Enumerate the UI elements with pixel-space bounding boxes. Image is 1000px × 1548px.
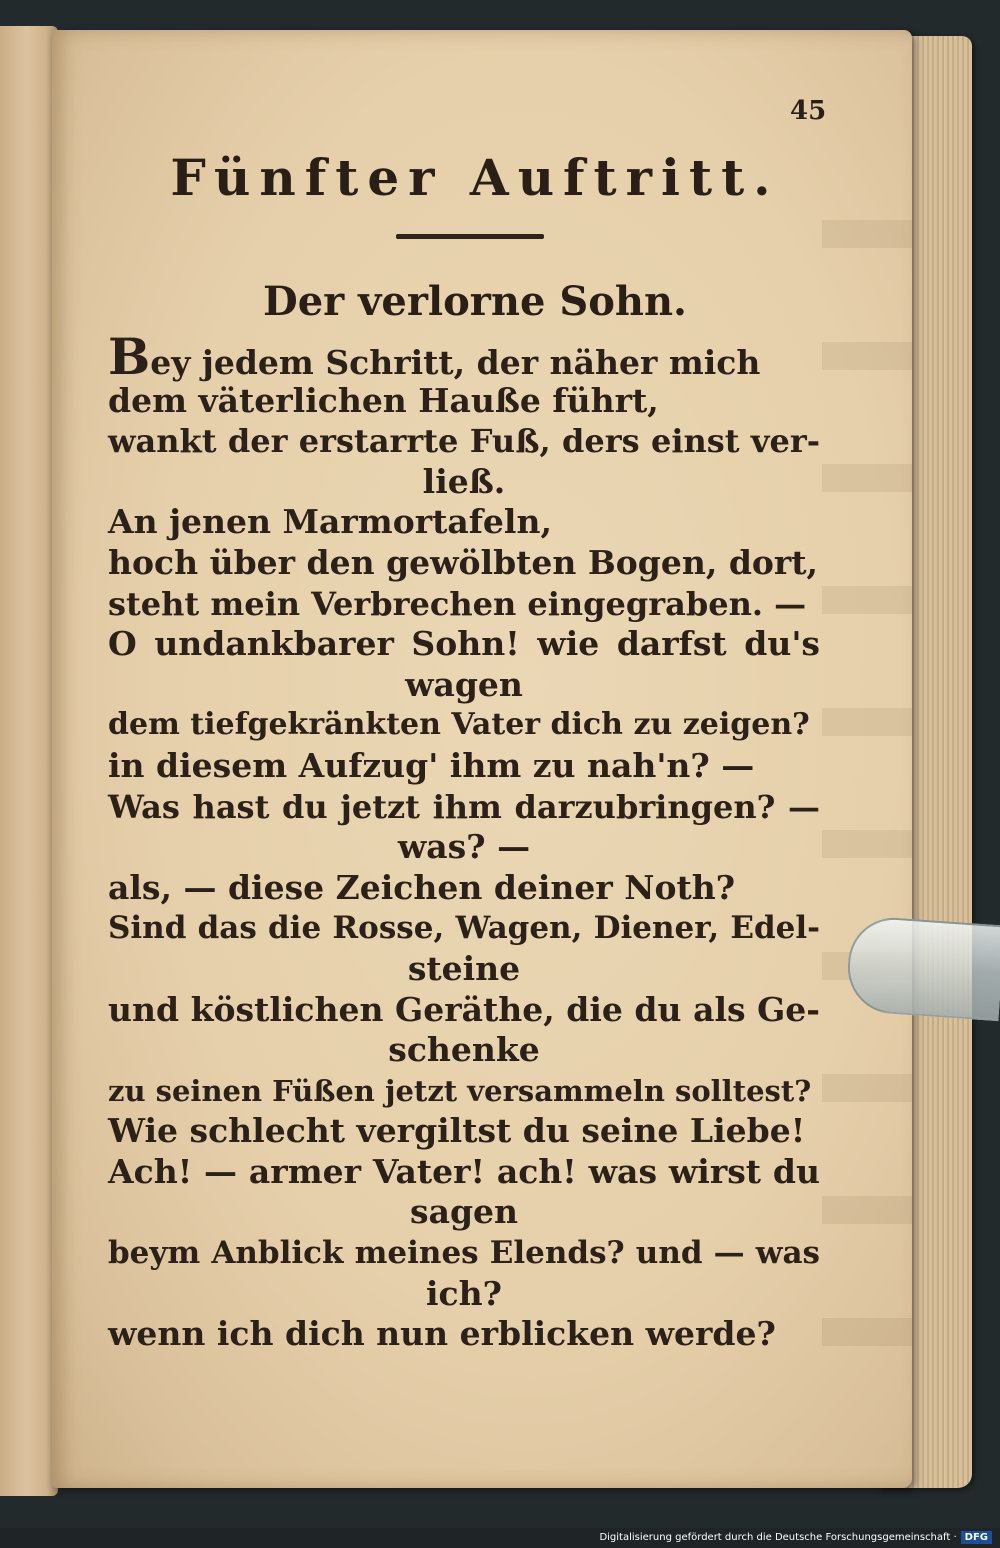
- verse-line-text: steine: [407, 948, 521, 988]
- verse-block: [108, 327, 820, 1355]
- verse-line-text: hoch über den gewölbten Bogen, dort,: [108, 542, 819, 582]
- verse-line: [108, 705, 820, 746]
- verse-line-text: dem tiefgekränkten Vater dich zu zeigen?: [108, 707, 810, 743]
- verse-line: [108, 746, 820, 787]
- verse-line-text: als, — diese Zeichen deiner Noth?: [108, 867, 736, 907]
- page-clip: [845, 915, 1000, 1022]
- verse-line: [108, 462, 820, 503]
- verse-line: [108, 990, 820, 1031]
- verse-line-text: dem väterlichen Hauße führt,: [108, 380, 659, 420]
- verse-line: [108, 1233, 820, 1274]
- verse-line-text: ich?: [426, 1273, 502, 1313]
- verse-line-text: steht mein Verbrechen eingegraben. —: [108, 584, 807, 623]
- verse-line: [108, 827, 820, 868]
- verse-line-text: Sind das die Rosse, Wagen, Diener, Edel-: [108, 910, 820, 947]
- verse-line-text: An jenen Marmortafeln,: [108, 502, 552, 542]
- verse-line-text: O undankbarer Sohn! wie darfst du's: [108, 624, 820, 664]
- verse-line: [108, 327, 820, 386]
- verse-line-text: wenn ich dich nun erblicken werde?: [108, 1314, 776, 1354]
- drop-initial: B: [108, 327, 151, 386]
- verse-line: [108, 908, 820, 949]
- bleed-through-text: [822, 170, 912, 1430]
- verse-line: [108, 949, 820, 990]
- verse-line: [108, 1274, 820, 1315]
- verse-line: [108, 1111, 820, 1152]
- verse-line: [108, 584, 820, 625]
- verse-line: [108, 381, 820, 422]
- verse-line: [108, 1152, 820, 1193]
- verse-line: [108, 502, 820, 543]
- verse-line-text: was? —: [397, 827, 531, 867]
- verse-line: [108, 1071, 820, 1112]
- credit-text: Digitalisierung gefördert durch die Deutsche Forschungsgemeinschaft ·: [599, 1532, 957, 1543]
- verse-line: [108, 787, 820, 828]
- verse-line: [108, 421, 820, 462]
- verse-line-text: in diesem Aufzug' ihm zu nah'n? —: [108, 745, 755, 785]
- page-number: 45: [790, 96, 827, 126]
- verse-line-text: sagen: [409, 1192, 519, 1232]
- verse-line-text: ließ.: [422, 461, 506, 501]
- left-page-edge: [0, 26, 58, 1496]
- verse-line-text: zu seinen Füßen jetzt versammeln solltest?: [108, 1073, 812, 1108]
- scene-subtitle: Der verlorne Sohn.: [263, 278, 687, 325]
- verse-line-text: Wie schlecht vergiltst du seine Liebe!: [108, 1111, 806, 1151]
- verse-line: [108, 624, 820, 665]
- scene-heading: Fünfter Auftritt.: [170, 148, 780, 207]
- verse-line: [108, 543, 820, 584]
- verse-line-text: beym Anblick meines Elends? und — was: [108, 1235, 820, 1272]
- verse-line-text: Was hast du jetzt ihm darzubringen? —: [108, 787, 820, 826]
- verse-line-text: wagen: [405, 664, 523, 704]
- dfg-logo: DFG: [961, 1531, 992, 1544]
- verse-line: [108, 1192, 820, 1233]
- digitization-credit: [599, 1531, 992, 1544]
- verse-line-text: wankt der erstarrte Fuß, ders einst ver-: [108, 422, 820, 461]
- heading-rule: [396, 234, 544, 239]
- verse-line: [108, 868, 820, 909]
- verse-line-text: und köstlichen Geräthe, die du als Ge-: [108, 989, 820, 1029]
- verse-line-text: Ach! — armer Vater! ach! was wirst du: [108, 1151, 820, 1191]
- verse-line: [108, 1030, 820, 1071]
- verse-line-text: schenke: [388, 1030, 540, 1070]
- verse-line: [108, 1314, 820, 1355]
- verse-line-text: ey jedem Schritt, der näher mich: [150, 343, 761, 382]
- verse-line: [108, 665, 820, 706]
